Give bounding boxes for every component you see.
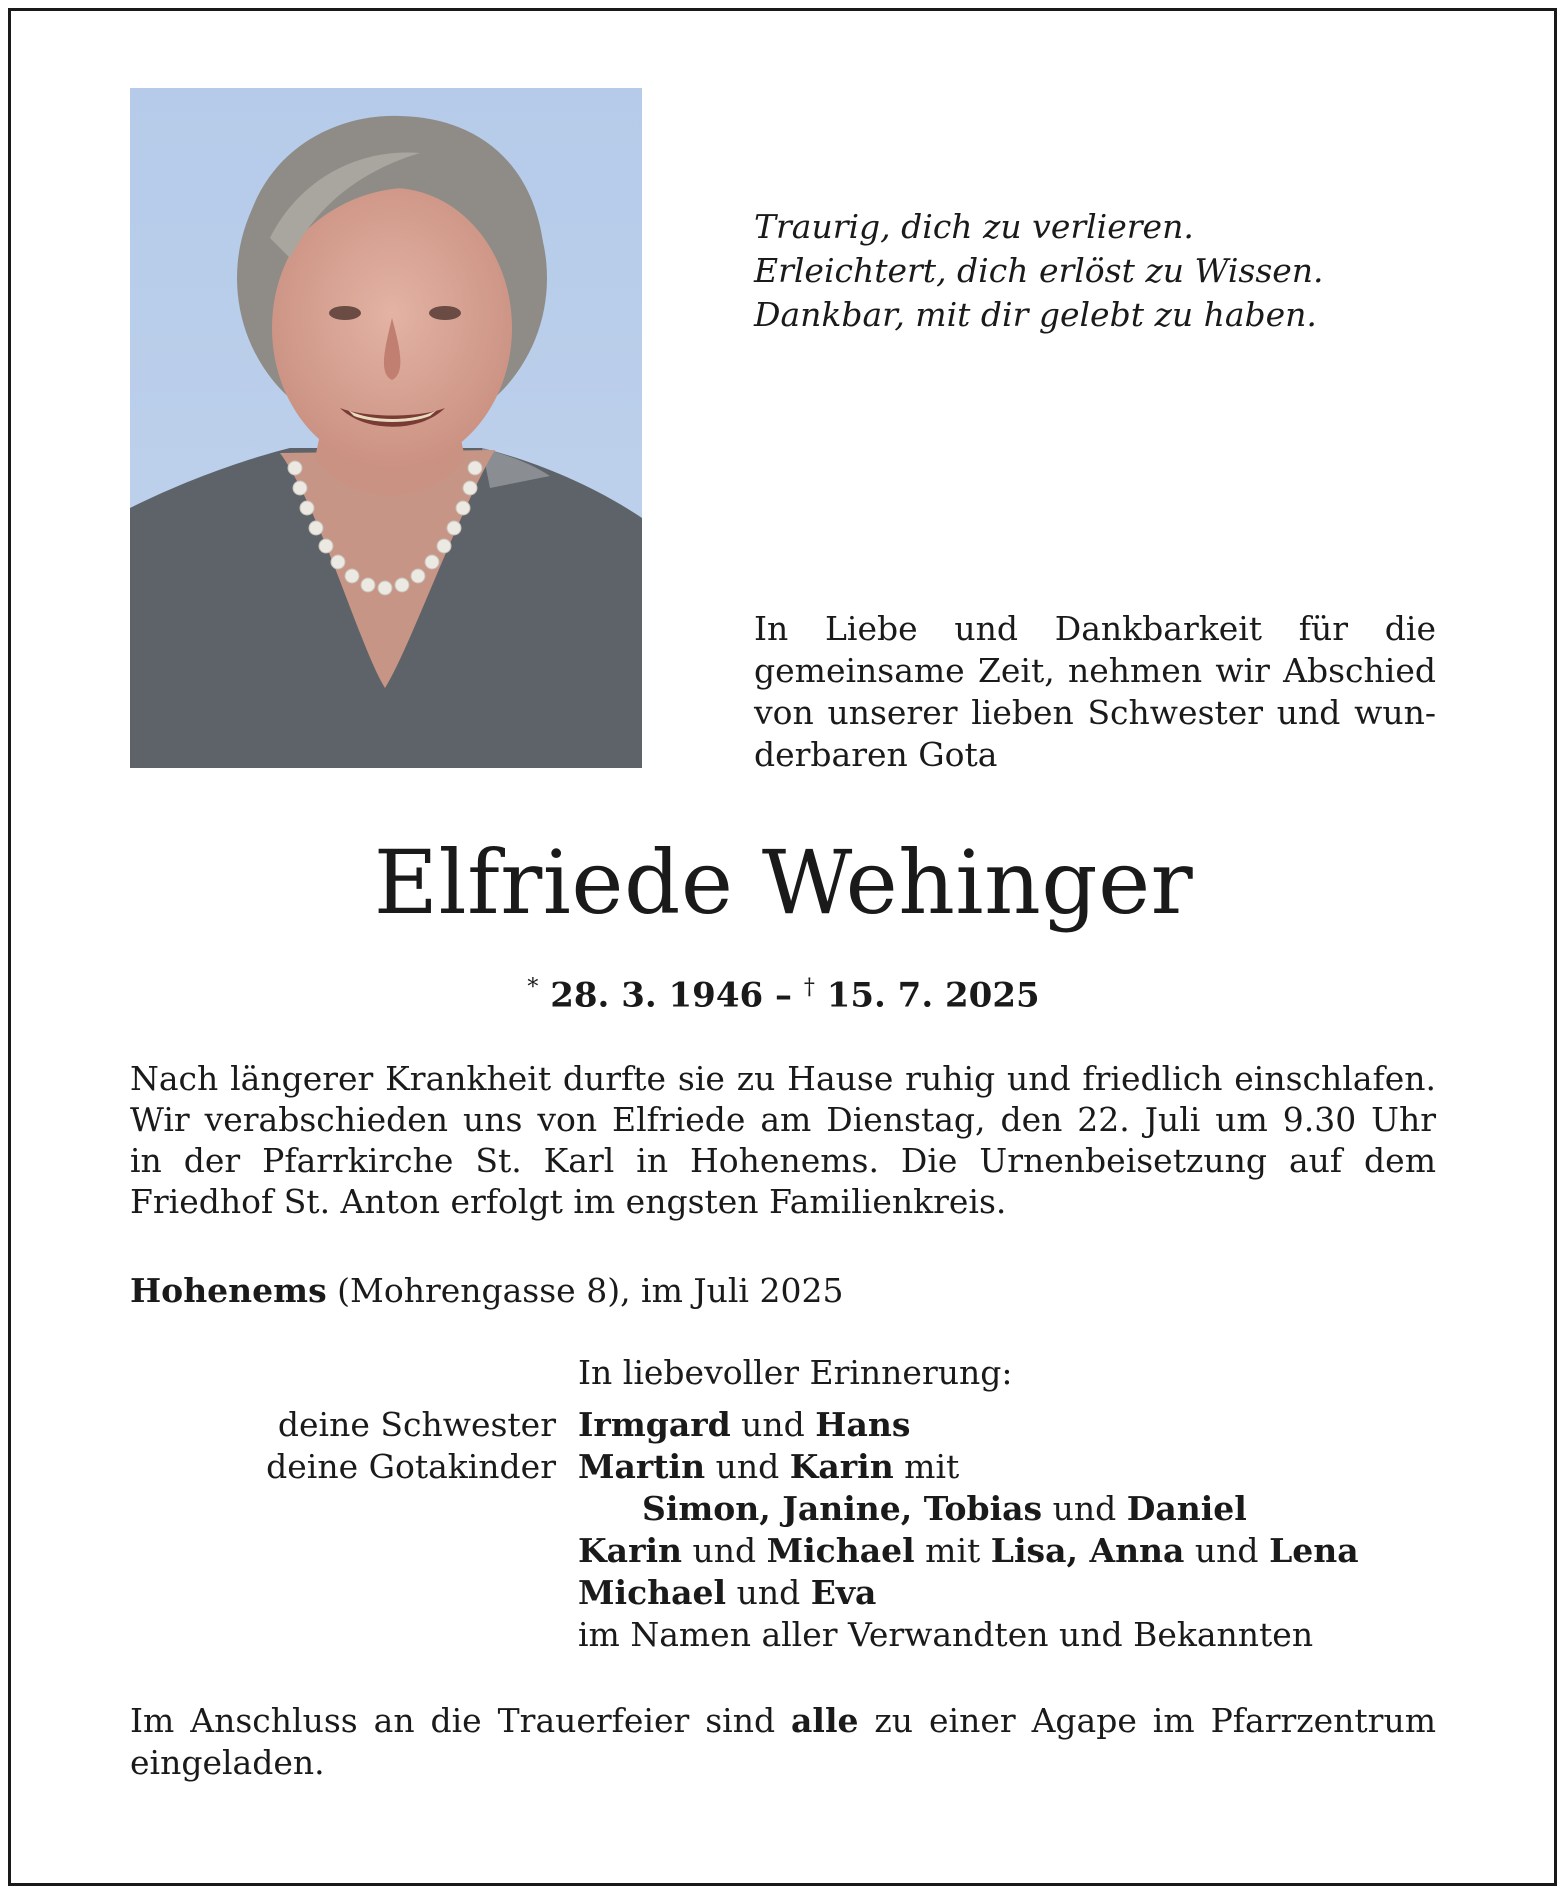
birth-symbol: * xyxy=(527,975,539,1000)
mourners-list xyxy=(578,1404,1359,1656)
mourner-name: Hans xyxy=(815,1405,911,1444)
mourner-line xyxy=(578,1572,1359,1614)
mourner-name: Lena xyxy=(1269,1531,1359,1570)
announcement-line: Nach längerer Krankheit durfte sie zu Hause ruhig und friedlich einschlafen. xyxy=(130,1059,1436,1098)
date-separator: – xyxy=(763,975,804,1016)
poem xyxy=(754,205,1454,337)
place-town: Hohenems xyxy=(130,1271,327,1310)
mourner-line xyxy=(578,1530,1359,1572)
conjunction: und xyxy=(730,1405,816,1444)
intro-text xyxy=(754,608,1436,776)
mourner-line: im Namen aller Verwandten und Bekannten xyxy=(578,1615,1314,1654)
closing-line xyxy=(130,1700,1436,1742)
death-date: 15. 7. 2025 xyxy=(826,975,1040,1016)
conjunction: und xyxy=(1042,1489,1127,1528)
conjunction: und xyxy=(681,1531,767,1570)
closing-bold: alle xyxy=(791,1701,859,1740)
closing-pre: Im Anschluss an die Trauerfeier sind xyxy=(130,1701,792,1740)
mourner-line xyxy=(578,1488,1359,1530)
mourner-name: Michael xyxy=(766,1531,915,1570)
relations-column xyxy=(130,1404,556,1488)
mourner-name: Daniel xyxy=(1126,1489,1247,1528)
place-and-date xyxy=(130,1270,1436,1312)
deceased-name: Elfriede Wehinger xyxy=(373,831,1194,934)
conjunction: und xyxy=(705,1447,790,1486)
intro-line: von unserer lieben Schwester und wun- xyxy=(754,693,1436,732)
mourner-name: Eva xyxy=(810,1573,877,1612)
relation-sister: deine Schwester xyxy=(277,1405,556,1444)
mourner-name: Michael xyxy=(578,1573,727,1612)
place-rest: (Mohrengasse 8), im Juli 2025 xyxy=(326,1271,844,1310)
birth-date: 28. 3. 1946 xyxy=(550,975,764,1016)
portrait-photo xyxy=(130,88,642,768)
announcement-line: in der Pfarrkirche St. Karl in Hohenems. Die Urnenbeisetzung auf dem xyxy=(130,1141,1436,1180)
intro-line: In Liebe und Dankbarkeit für die xyxy=(754,609,1436,648)
relation-godchildren: deine Gotakinder xyxy=(266,1447,556,1486)
conjunction: und xyxy=(1184,1531,1270,1570)
closing-post: zu einer Agape im Pfarrzentrum xyxy=(858,1701,1436,1740)
intro-line: derbaren Gota xyxy=(754,735,998,774)
mourner-name: Karin xyxy=(578,1531,682,1570)
intro-line: gemeinsame Zeit, nehmen wir Abschied xyxy=(754,651,1436,690)
closing-text xyxy=(130,1700,1436,1784)
conjunction: mit xyxy=(893,1447,960,1486)
announcement-line: Wir verabschieden uns von Elfriede am Dienstag, den 22. Juli um 9.30 Uhr xyxy=(130,1100,1436,1139)
memory-label: In liebevoller Erinnerung: xyxy=(578,1353,1013,1392)
conjunction: mit xyxy=(914,1531,991,1570)
conjunction: und xyxy=(726,1573,811,1612)
closing-line: eingeladen. xyxy=(130,1743,325,1782)
mourner-line xyxy=(578,1446,1359,1488)
mourner-name: Karin xyxy=(789,1447,894,1486)
announcement-text xyxy=(130,1058,1436,1222)
mourner-name: Lisa, Anna xyxy=(990,1531,1185,1570)
mourner-name: Martin xyxy=(578,1447,706,1486)
announcement-line: Friedhof St. Anton erfolgt im engsten Familienkreis. xyxy=(130,1182,1007,1221)
death-symbol: † xyxy=(803,975,815,1000)
mourner-name: Simon, Janine, Tobias xyxy=(642,1489,1043,1528)
life-dates xyxy=(0,966,1567,1017)
poem-line: Traurig, dich zu verlieren. xyxy=(754,207,1194,246)
mourner-name: Irmgard xyxy=(578,1405,731,1444)
poem-line: Erleichtert, dich erlöst zu Wissen. xyxy=(754,251,1324,290)
mourner-line xyxy=(578,1404,1359,1446)
poem-line: Dankbar, mit dir gelebt zu haben. xyxy=(754,295,1317,334)
